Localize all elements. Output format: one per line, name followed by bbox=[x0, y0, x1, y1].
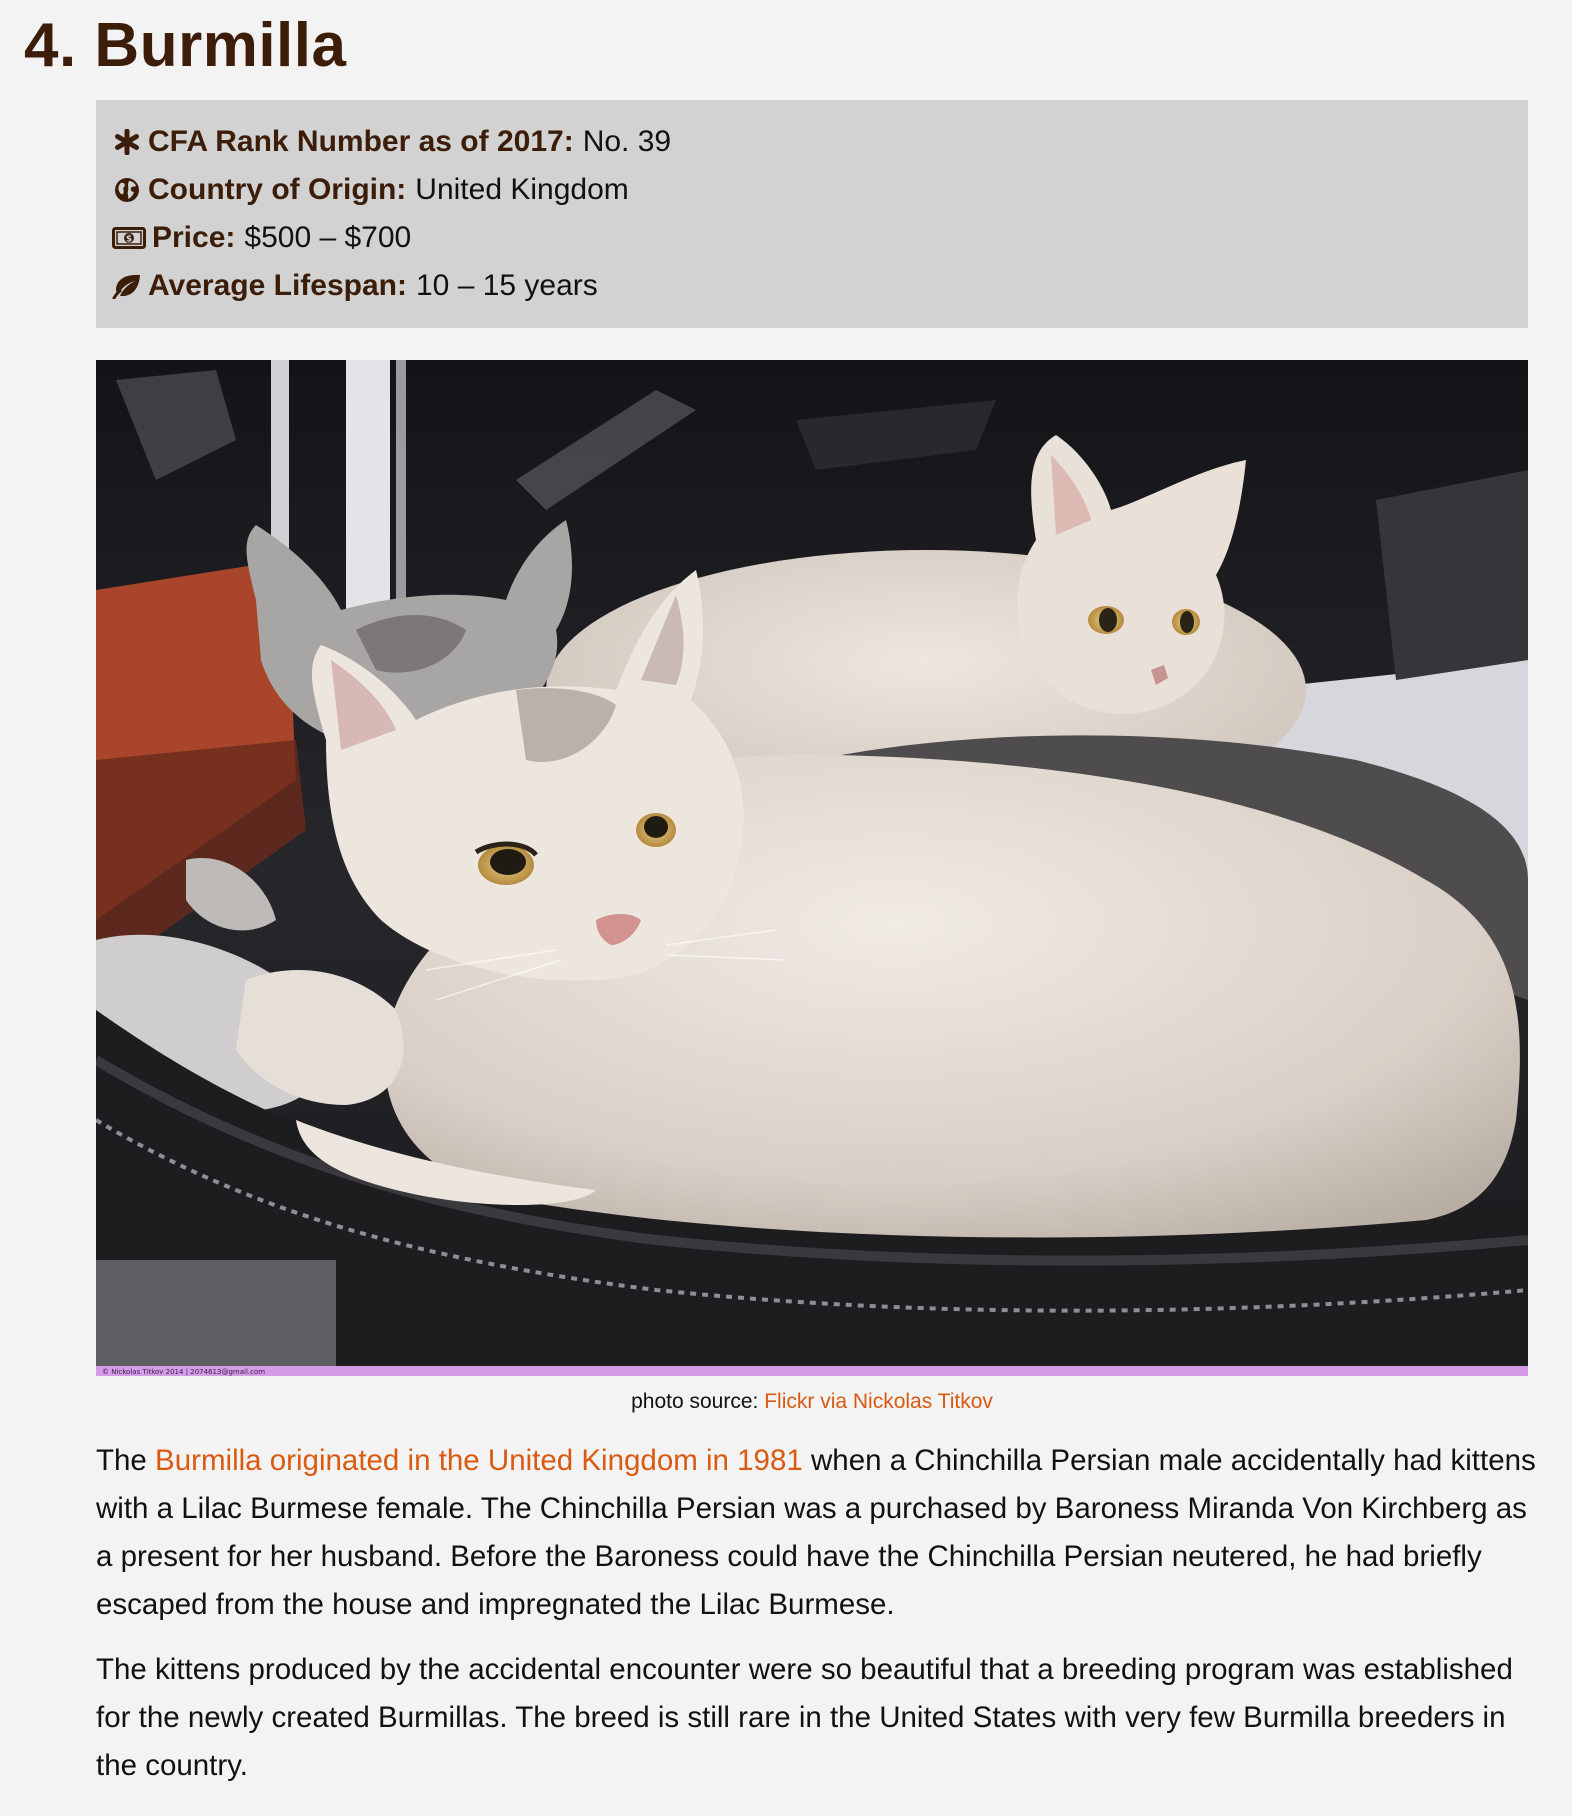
leaf-icon bbox=[112, 271, 142, 301]
photo-watermark: © Nickolas Titkov 2014 | 2074613@gmail.com bbox=[102, 1368, 266, 1376]
paragraph-text: when a Chinchilla Persian male accidentally had kittens with a Lilac Burmese female. The Chinchilla Persian was a purchased by Baroness Miranda Von Kirchberg as a present for her husband. Before the Baroness could have the Chinchilla Persian neutered, he had briefly escaped from the house and impregnated the Lilac Burmese. bbox=[96, 1444, 1536, 1621]
paragraph-breeding: The kittens produced by the accidental encounter were so beautiful that a breeding program was established for the newly created Burmillas. The breed is still rare in the United States with very few Burmilla breeders in the country. bbox=[96, 1653, 1513, 1782]
info-label: Country of Origin: bbox=[148, 173, 407, 206]
info-value: No. 39 bbox=[582, 125, 672, 158]
info-label: CFA Rank Number as of 2017: bbox=[148, 125, 574, 158]
globe-icon bbox=[112, 175, 142, 205]
info-row-country bbox=[112, 166, 1512, 214]
paragraph-text: The bbox=[96, 1444, 156, 1477]
info-value: United Kingdom bbox=[415, 173, 629, 206]
info-value: $500 – $700 bbox=[244, 221, 412, 254]
section-heading: 4. Burmilla bbox=[24, 11, 347, 80]
caption-prefix: photo source: bbox=[631, 1390, 759, 1413]
asterisk-icon bbox=[112, 127, 142, 157]
photo-caption bbox=[96, 1390, 1528, 1414]
burmilla-cats-photo bbox=[96, 360, 1528, 1376]
info-row-cfa-rank bbox=[112, 118, 1512, 166]
info-value: 10 – 15 years bbox=[415, 269, 598, 302]
info-row-price bbox=[112, 214, 1512, 262]
info-row-lifespan bbox=[112, 262, 1512, 310]
info-label: Average Lifespan: bbox=[148, 269, 407, 302]
paragraph-origin bbox=[96, 1437, 1536, 1629]
breed-info-box bbox=[96, 100, 1528, 328]
photo-source-link[interactable]: Flickr via Nickolas Titkov bbox=[764, 1390, 993, 1413]
info-label: Price: bbox=[152, 221, 236, 254]
origin-link[interactable]: Burmilla originated in the United Kingdom in 1981 bbox=[155, 1444, 803, 1477]
svg-text:$: $ bbox=[125, 234, 133, 245]
money-icon bbox=[112, 223, 146, 253]
